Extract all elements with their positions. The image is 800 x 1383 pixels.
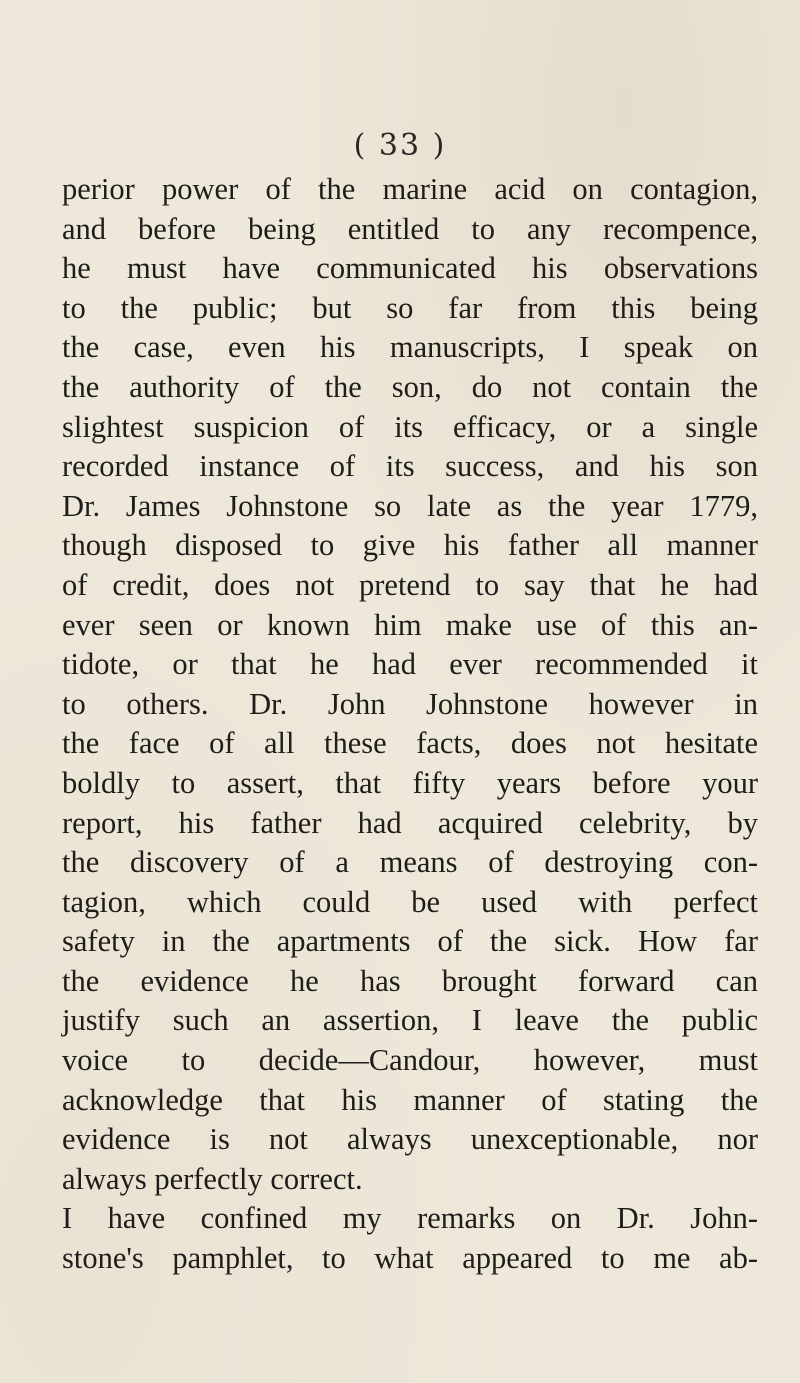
text-line: stone's pamphlet, to what appeared to me ab- — [62, 1241, 758, 1276]
text-line: he must have communicated his observations — [62, 251, 758, 286]
text-line: safety in the apartments of the sick. How far — [62, 924, 758, 959]
text-line: perior power of the marine acid on contagion, — [62, 172, 758, 206]
text-line: evidence is not always unexceptionable, nor — [62, 1122, 758, 1157]
text-line: voice to decide—Candour, however, must — [62, 1043, 758, 1078]
text-line: of credit, does not pretend to say that he had — [62, 567, 758, 602]
text-line: I have confined my remarks on Dr. John- — [62, 1201, 758, 1236]
text-line: tidote, or that he had ever recommended it — [62, 647, 758, 682]
text-line: the authority of the son, do not contain the — [62, 369, 758, 404]
text-line: the discovery of a means of destroying con- — [62, 845, 758, 880]
body-text — [62, 170, 758, 1279]
text-line: report, his father had acquired celebrity, by — [62, 805, 758, 840]
text-line: boldly to assert, that fifty years before your — [62, 765, 758, 800]
text-line: always perfectly correct. — [62, 1161, 363, 1196]
text-line: ever seen or known him make use of this an- — [62, 607, 758, 642]
text-line: justify such an assertion, I leave the public — [62, 1003, 758, 1038]
text-line: the face of all these facts, does not hesitate — [62, 726, 758, 761]
text-line: slightest suspicion of its efficacy, or a single — [62, 409, 758, 444]
text-line: tagion, which could be used with perfect — [62, 884, 758, 919]
text-line: though disposed to give his father all manner — [62, 528, 758, 563]
text-line: to the public; but so far from this being — [62, 290, 758, 325]
text-line: the case, even his manuscripts, I speak on — [62, 330, 758, 365]
text-line: acknowledge that his manner of stating the — [62, 1082, 758, 1117]
text-line: recorded instance of its success, and his son — [62, 449, 758, 484]
text-line: and before being entitled to any recompence, — [62, 211, 758, 246]
text-line: the evidence he has brought forward can — [62, 963, 758, 998]
text-line: to others. Dr. John Johnstone however in — [62, 686, 758, 721]
page-number: ( 33 ) — [353, 128, 447, 163]
text-line: Dr. James Johnstone so late as the year 1779, — [62, 488, 758, 523]
